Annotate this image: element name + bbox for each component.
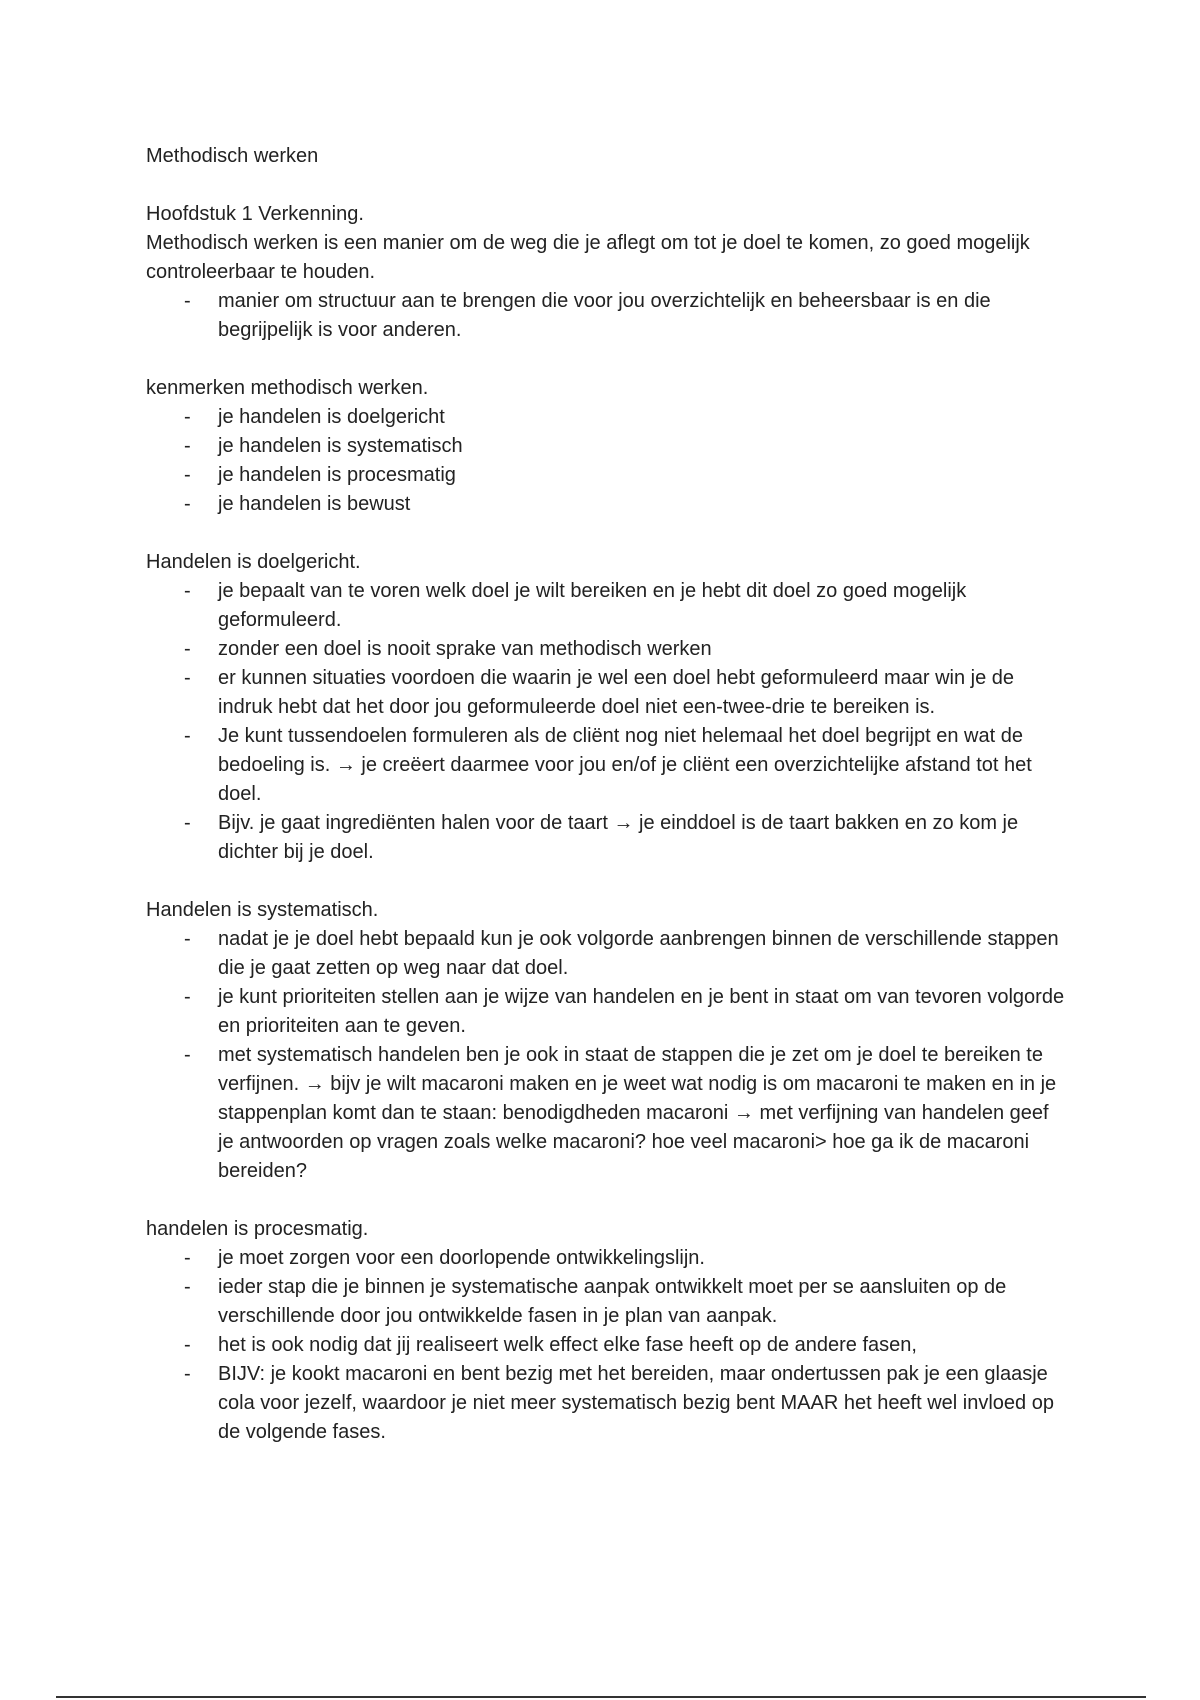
document-page <box>146 142 1066 1476</box>
section-procesmatig <box>146 1215 1066 1447</box>
list-item: - er kunnen situaties voordoen die waarin je wel een doel hebt geformuleerd maar win je de indruk hebt dat het door jou geformuleerde doel niet een-twee-drie te bereiken is. <box>218 664 1066 722</box>
list-item: - Je kunt tussendoelen formuleren als de cliënt nog niet helemaal het doel begrijpt en wat de bedoeling is. → je creëert daarmee voor jou en/of je cliënt een overzichtelijke afstand tot het doel. <box>218 722 1066 809</box>
list-item: - het is ook nodig dat jij realiseert welk effect elke fase heeft op de andere fasen, <box>218 1331 1066 1360</box>
section-verkenning <box>146 200 1066 345</box>
list-item: - je handelen is procesmatig <box>218 461 1066 490</box>
section-heading: kenmerken methodisch werken. <box>146 377 429 399</box>
section-systematisch <box>146 896 1066 1186</box>
list-item: - je handelen is doelgericht <box>218 403 1066 432</box>
document-title: Methodisch werken <box>146 145 319 167</box>
section-heading: handelen is procesmatig. <box>146 1218 369 1240</box>
list-item: - manier om structuur aan te brengen die voor jou overzichtelijk en beheersbaar is en die begrijpelijk is voor anderen. <box>218 287 1066 345</box>
list-item: - je kunt prioriteiten stellen aan je wijze van handelen en je bent in staat om van tevoren volgorde en prioriteiten aan te geven. <box>218 983 1066 1041</box>
list-item: - je moet zorgen voor een doorlopende ontwikkelingslijn. <box>218 1244 1066 1273</box>
footer-divider <box>56 1696 1146 1698</box>
bullet-list <box>146 403 1066 519</box>
list-item: - ieder stap die je binnen je systematische aanpak ontwikkelt moet per se aansluiten op de verschillende door jou ontwikkelde fasen in je plan van aanpak. <box>218 1273 1066 1331</box>
section-heading: Hoofdstuk 1 Verkenning. <box>146 203 364 225</box>
list-item: - je handelen is bewust <box>218 490 1066 519</box>
section-paragraph: Methodisch werken is een manier om de weg die je aflegt om tot je doel te komen, zo goed mogelijk controleerbaar te houden. <box>146 232 1030 283</box>
section-kenmerken <box>146 374 1066 519</box>
list-item: - je handelen is systematisch <box>218 432 1066 461</box>
bullet-list <box>146 1244 1066 1447</box>
list-item: - Bijv. je gaat ingrediënten halen voor de taart → je einddoel is de taart bakken en zo kom je dichter bij je doel. <box>218 809 1066 867</box>
bullet-list <box>146 577 1066 867</box>
section-heading: Handelen is doelgericht. <box>146 551 361 573</box>
section-heading: Handelen is systematisch. <box>146 899 379 921</box>
bullet-list <box>146 925 1066 1186</box>
section-doelgericht <box>146 548 1066 867</box>
list-item: - je bepaalt van te voren welk doel je wilt bereiken en je hebt dit doel zo goed mogelijk geformuleerd. <box>218 577 1066 635</box>
list-item: - zonder een doel is nooit sprake van methodisch werken <box>218 635 1066 664</box>
bullet-list <box>146 287 1066 345</box>
list-item: - BIJV: je kookt macaroni en bent bezig met het bereiden, maar ondertussen pak je een glaasje cola voor jezelf, waardoor je niet meer systematisch bezig bent MAAR het heeft wel invloed op de volgende fases. <box>218 1360 1066 1447</box>
list-item: - nadat je je doel hebt bepaald kun je ook volgorde aanbrengen binnen de verschillende stappen die je gaat zetten op weg naar dat doel. <box>218 925 1066 983</box>
list-item: - met systematisch handelen ben je ook in staat de stappen die je zet om je doel te bereiken te verfijnen. → bijv je wilt macaroni maken en je weet wat nodig is om macaroni te maken en in je stappenplan komt dan te staan: benodigdheden macaroni → met verfijning van handelen geef je antwoorden op vragen zoals welke macaroni? hoe veel macaroni> hoe ga ik de macaroni bereiden? <box>218 1041 1066 1186</box>
